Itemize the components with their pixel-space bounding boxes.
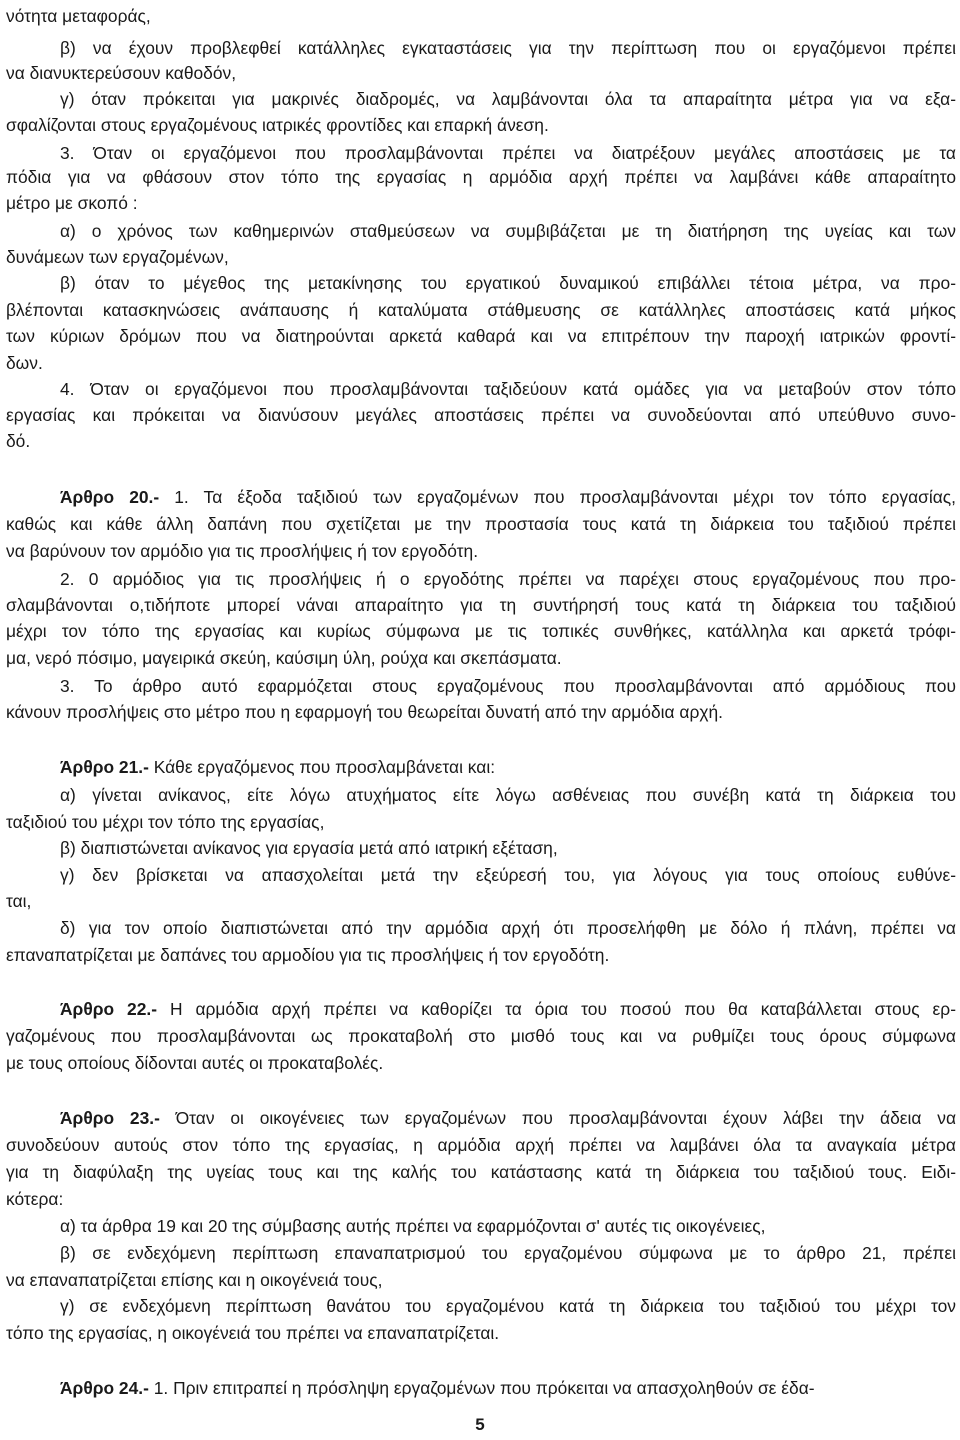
text-line (6, 2, 956, 30)
text-line (60, 861, 956, 889)
article-heading-line (60, 995, 956, 1023)
line-text: 2. 0 αρμόδιος για τις προσλήψεις ή ο εργοδότης πρέπει να παρέχει στους εργαζομένους που προ- (60, 569, 956, 589)
text-line (6, 644, 956, 672)
line-text: βλέπονται κατασκηνώσεις ανάπαυσης ή καταλύματα στάθμευσης σε κατάλληλες αποστάσεις κατά μήκος (6, 300, 956, 320)
line-text: εργασίας και πρόκειται να διανύσουν μεγάλες αποστάσεις πρέπει να συνοδεύονται από υπεύθυνο συνο- (6, 405, 956, 425)
article-heading-line (60, 483, 956, 511)
text-line (6, 1158, 956, 1186)
text-line (6, 617, 956, 645)
line-text: γ) σε ενδεχόμενη περίπτωση θανάτου του εργαζομένου κατά τη διάρκεια του ταξιδιού του μέχρι τον (60, 1296, 956, 1316)
line-text: να επαναπατρίζεται επίσης και η οικογένειά τους, (6, 1270, 383, 1290)
text-line (60, 781, 956, 809)
text-line (6, 163, 956, 191)
line-text: μα, νερό πόσιμο, μαγειρικά σκεύη, καύσιμη ύλη, ρούχα και σκεπάσματα. (6, 648, 562, 668)
text-line (6, 349, 956, 377)
text-line (6, 1266, 956, 1294)
article-heading-line (60, 1104, 956, 1132)
text-line (60, 1212, 956, 1240)
line-text: ταξιδιού του μέχρι τον τόπο της εργασίας, (6, 812, 325, 832)
article-number: Άρθρο 23.- (60, 1108, 160, 1128)
line-text: να διανυκτερεύσουν καθοδόν, (6, 63, 237, 83)
line-text: καθώς και κάθε άλλη δαπάνη που σχετίζεται με την προστασία τους κατά τη διάρκεια του ταξιδιού πρέπει (6, 514, 956, 534)
line-text: 4. Όταν οι εργαζόμενοι που προσλαμβάνονται ταξιδεύουν κατά ομάδες για να μεταβούν στον τόπο (60, 379, 956, 399)
line-text: σφαλίζονται στους εργαζομένους ιατρικές φροντίδες και επαρκή άνεση. (6, 115, 549, 135)
text-line (60, 217, 956, 245)
text-line (60, 85, 956, 113)
line-text: α) γίνεται ανίκανος, είτε λόγω ατυχήματος είτε λόγω ασθένειας που συνέβη κατά τη διάρκεια του (60, 785, 956, 805)
text-line (6, 510, 956, 538)
line-text: με τους οποίους δίδονται αυτές οι προκαταβολές. (6, 1053, 384, 1073)
text-line (60, 1292, 956, 1320)
text-line (6, 591, 956, 619)
line-text: νότητα μεταφοράς, (6, 6, 151, 26)
text-line (6, 427, 956, 455)
line-text: β) σε ενδεχόμενη περίπτωση επαναπατρισμού του εργαζομένου σύμφωνα με το άρθρο 21, πρέπει (60, 1243, 956, 1263)
line-text: β) όταν το μέγεθος της μετακίνησης του εργατικού δυναμικού επιβάλλει τέτοια μέτρα, να προ- (60, 273, 956, 293)
article-heading-line (60, 1374, 956, 1402)
line-text: 3. Το άρθρο αυτό εφαρμόζεται στους εργαζομένους που προσλαμβάνονται από αρμόδιους που (60, 676, 956, 696)
text-line (60, 375, 956, 403)
text-line (60, 834, 956, 862)
line-text: τόπο της εργασίας, η οικογένειά του πρέπει να επαναπατρίζεται. (6, 1323, 500, 1343)
line-text: α) ο χρόνος των καθημερινών σταθμεύσεων να συμβιβάζεται με τη διατήρηση της υγείας και των (60, 221, 956, 241)
text-line (6, 1185, 956, 1213)
text-line (60, 269, 956, 297)
text-line (60, 1239, 956, 1267)
text-line (6, 111, 956, 139)
line-text: γ) δεν βρίσκεται να απασχολείται μετά την εξεύρεσή του, για λόγους για τους οποίους ευθύνε- (60, 865, 956, 885)
line-text: Όταν οι οικογένειες των εργαζομένων που προσλαμβάνονται έχουν λάβει την άδεια να (159, 1108, 956, 1128)
article-number: Άρθρο 22.- (60, 999, 158, 1019)
line-text: ται, (6, 891, 32, 911)
text-line (60, 565, 956, 593)
line-text: 1. Πριν επιτραπεί η πρόσληψη εργαζομένων που πρόκειται να απασχοληθούν σε έδα- (148, 1378, 815, 1398)
line-text: 3. Όταν οι εργαζόμενοι που προσλαμβάνονται πρέπει να διατρέξουν μεγάλες αποστάσεις με τα (60, 143, 956, 163)
line-text: να βαρύνουν τον αρμόδιο για τις προσλήψεις ή τον εργοδότη. (6, 541, 479, 561)
page-number: 5 (475, 1415, 485, 1434)
text-line (6, 887, 956, 915)
text-line (60, 672, 956, 700)
text-line (6, 401, 956, 429)
text-line (6, 322, 956, 350)
text-line (6, 1131, 956, 1159)
line-text: δυνάμεων των εργαζομένων, (6, 247, 229, 267)
text-line (6, 1319, 956, 1347)
line-text: επαναπατρίζεται με δαπάνες του αρμοδίου για τις προσλήψεις ή τον εργοδότη. (6, 945, 610, 965)
text-line (6, 1022, 956, 1050)
line-text: δων. (6, 353, 43, 373)
line-text: δό. (6, 431, 31, 451)
line-text: πόδια για να φθάσουν στον τόπο της εργασίας η αρμόδια αρχή πρέπει να λαμβάνει κάθε απαραίτητο (6, 167, 956, 187)
line-text: μέχρι τον τόπο της εργασίας και κυρίως σύμφωνα με τις τοπικές συνθήκες, κατάλληλα και αρκετά τρόφι- (6, 621, 956, 641)
line-text: μέτρο με σκοπό : (6, 193, 138, 213)
line-text: β) να έχουν προβλεφθεί κατάλληλες εγκαταστάσεις για την περίπτωση που οι εργαζόμενοι πρέπει (60, 38, 956, 58)
line-text: γαζομένους που προσλαμβάνονται ως προκαταβολή στο μισθό τους και να ρυθμίζει τους όρους σύμφωνα (6, 1026, 956, 1046)
article-number: Άρθρο 24.- (60, 1378, 149, 1398)
article-heading-line (60, 753, 956, 781)
article-number: Άρθρο 21.- (60, 757, 149, 777)
line-text: κότερα: (6, 1189, 64, 1209)
text-line (60, 914, 956, 942)
line-text: Η αρμόδια αρχή πρέπει να καθορίζει τα όρια του ποσού που θα καταβάλλεται στους ερ- (157, 999, 956, 1019)
text-line (6, 808, 956, 836)
line-text: δ) για τον οποίο διαπιστώνεται από την αρμόδια αρχή ότι προσελήφθη με δόλο ή πλάνη, πρέπει να (60, 918, 956, 938)
text-line (6, 243, 956, 271)
line-text: Κάθε εργαζόμενος που προσλαμβάνεται και: (148, 757, 496, 777)
line-text: α) τα άρθρα 19 και 20 της σύμβασης αυτής πρέπει να εφαρμόζονται σ' αυτές τις οικογένειες, (60, 1216, 766, 1236)
text-line (60, 34, 956, 62)
article-number: Άρθρο 20.- (60, 487, 160, 507)
text-line (6, 189, 956, 217)
line-text: συνοδεύουν αυτούς στον τόπο της εργασίας, η αρμόδια αρχή πρέπει να λαμβάνει όλα τα αναγκαία μέτρα (6, 1135, 956, 1155)
text-line (6, 537, 956, 565)
text-line (6, 296, 956, 324)
line-text: γ) όταν πρόκειται για μακρινές διαδρομές, να λαμβάνονται όλα τα απαραίτητα μέτρα για να εξα- (60, 89, 956, 109)
text-line (6, 698, 956, 726)
line-text: 1. Τα έξοδα ταξιδιού των εργαζομένων που προσλαμβάνονται μέχρι τον τόπο εργασίας, (159, 487, 956, 507)
text-line (6, 941, 956, 969)
text-line (6, 1049, 956, 1077)
line-text: για τη διαφύλαξη της υγείας τους και της καλής του κατάστασης κατά τη διάρκεια του ταξιδιού τους. Ειδι- (6, 1162, 956, 1182)
line-text: σλαμβάνονται ο,τιδήποτε μπορεί νάναι απαραίτητο για τη συντήρησή τους κατά τη διάρκεια του ταξιδιού (6, 595, 956, 615)
text-line (6, 59, 956, 87)
line-text: κάνουν προσλήψεις στο μέτρο που η εφαρμογή του θεωρείται δυνατή από την αρμόδια αρχή. (6, 702, 723, 722)
line-text: των κύριων δρόμων που να διατηρούνται αρκετά καθαρά και να επιτρέπουν την παροχή ιατρικών φροντί- (6, 326, 956, 346)
line-text: β) διαπιστώνεται ανίκανος για εργασία μετά από ιατρική εξέταση, (60, 838, 558, 858)
